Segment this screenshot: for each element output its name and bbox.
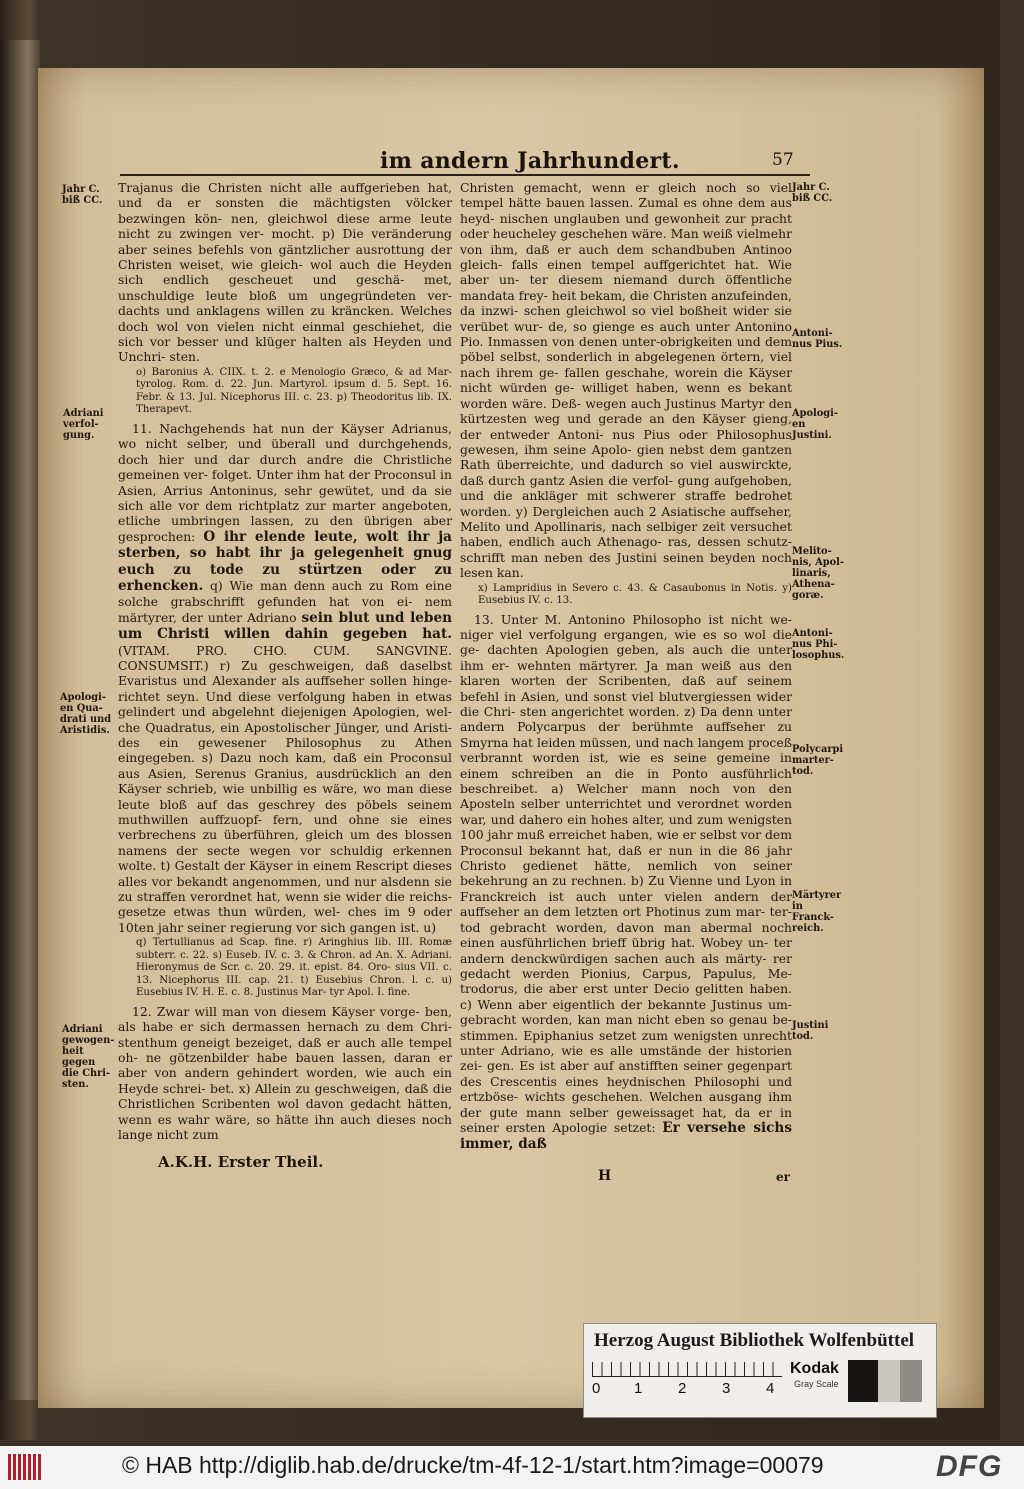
margin-note-melito: Melito- nis, Apol- linaris, Athena- goræ. [792, 546, 844, 601]
catchword: er [776, 1170, 790, 1184]
gray-scale-label: Gray Scale [794, 1379, 839, 1389]
dfg-logo: DFG [936, 1450, 1003, 1483]
margin-note-justini-tod: Justini tod. [792, 1020, 829, 1042]
margin-note-antoninus-pius: Antoni- nus Pius. [792, 328, 843, 350]
paragraph: Christen gemacht, wenn er gleich noch so viel tempel hätte bauen lassen. Zumal es ohne dem aus heyd- nischen unglauben und gewonheit zur pracht oder heucheley geschehen wäre. Man weiß vielmehr von ihm, daß er auch dem schandbuben Antinoo gleich- falls einen tempel auffgerichtet hat. Wie aber un- ter diesem niemand durch öffentliche mandata frey- heit bekam, die Christen anzufeinden, da inzwi- schen gleichwol so viel boßheit wider sie verübet wur- de, so gienge es auch unter Antonino Pio. Inmassen von denen unter-obrigkeiten und dem pöbel selbst, sonderlich in abgelegenen örtern, viel nach ihrem ge- fallen geschahe, worein die Käyser nicht würden ge- williget haben, wenn es bekant worden wäre. Deß- wegen auch Justinus Martyr den kürtzesten weg und gerade an den Käyser gieng, der entweder Antoni- nus Pius oder Philosophus gewesen, ihm seine Apolo- gien nebst dem gantzen Rath überreichte, und dadurch so viel auswirckte, daß durch gantz Asien die verfol- gung aufgehoben, und die ankläger mit schwerer straffe bedrohet worden. y) Dergleichen auch 2 Asiatische auffseher, Melito und Apollinaris, nach selbiger zeit versuchet haben, endlich auch Athenago- ras, dessen schutz-schrifft man neben des Justini seinen beyden noch lesen kan. [460, 180, 792, 581]
footnote: o) Baronius A. CIIX. t. 2. e Menologio Græco, & ad Mar- tyrolog. Rom. d. 22. Jun. Martyrol. ipsum d. 5. Sept. 16. Febr. & 13. Jul. Nicephorus III. c. 23. p) Theodoritus lib. IX. Therapevt. [136, 366, 452, 416]
footnote: x) Lampridius in Severo c. 43. & Casaubonus in Notis. y) Eusebius IV. c. 13. [478, 582, 792, 607]
hab-logo-icon [8, 1454, 42, 1480]
left-column [118, 180, 452, 1143]
text-run: (VITAM. PRO. CHO. CUM. SANGVINE. CONSUMSIT.) r) Zu geschweigen, daß daselbst Evaristus und Alexander als auffseher sollen hinge- richtet seyn. Und diese verfolgung haben in etwas gelindert und abgelehnt diejenigen Apologien, wel- che Quadratus, ein Apostolischer Jünger, und Aristi- des ein gewesener Philosophus zu Athen eingegeben. s) Dazu noch kam, daß ein Proconsul aus Asien, Serenus Granius, ausdrücklich an den Käyser schrieb, wie unbillig es wäre, wo man diese leute bloß auf das geschrey des pöbels seinem muthwillen auffzuopf- fern, und ohne sie eines verbrechens zu überführen, gleich um des blossen namens der secte wegen vor schuldig erkennen wolte. t) Gestalt der Käyser in einem Rescript dieses alles vor bekandt angenommen, und nur alsdenn sie zu straffen verordnet hat, wenn sie wider die reichs-gesetze etwas thun würden, wel- ches im 9 oder 10ten jahr seiner regierung vor sich gangen ist. u) [118, 642, 452, 935]
ruler-number: 2 [678, 1380, 687, 1397]
margin-note-adriani-verfolgung: Adriani verfol- gung. [63, 408, 104, 441]
kodak-label: Kodak [790, 1360, 839, 1377]
ruler-number: 3 [722, 1380, 731, 1397]
signature-mark-left: A.K.H. Erster Theil. [158, 1153, 324, 1171]
gray-swatch-black [848, 1360, 878, 1402]
margin-note-jahr-right: Jahr C. biß CC. [792, 182, 833, 204]
ruler-ticks [592, 1362, 782, 1377]
page-number: 57 [772, 150, 794, 170]
margin-note-polycarpi: Polycarpi marter- tod. [792, 744, 844, 777]
text-run: 13. Unter M. Antonino Philosopho ist nicht we- niger viel verfolgung ergangen, wie es so wol die ge- dachten Apologien geben, als auch die unter ihm er- wehnten märtyrer. Ja man weiß aus den klaren worten der Scribenten, daß auf seinem befehl in Asien, und sonst viel blutvergiessen wider die Chri- sten angerichtet worden. z) Da denn unter andern Polycarpus der berühmte auffseher zu Smyrna hat leiden müssen, und nach langem proceß verbrannt worden ist, wie es seine gemeine in einem schreiben an die in Ponto ausführlich beschreibet. a) Welcher mann noch von den Aposteln selber unterrichtet und verordnet worden war, und dahero ein hohes alter, und zum wenigsten 100 jahr muß erreichet haben, wie er selbst vor dem Proconsul bekannt hat, daß er nun in die 86 jahr Christo gedienet hätte, nemlich von seiner bekehrung an zu rechnen. b) Zu Vienne und Lyon in Franckreich ist auch unter vielen andern der auffseher an dem letzten ort Photinus zum mar- ter-tod gebracht worden, davon man abermal noch einen ausführlichen brieff übrig hat. Wobey un- ter andern denckwürdigen sachen auch als märty- rer gedacht werden Pionius, Carpus, Papulus, Me- trodorus, die aber erst unter Decio gelitten haben. c) Wenn aber eigentlich der bekannte Justinus um- gebracht worden, kan man nicht eben so genau be- stimmen. Epiphanius setzet zum wenigsten unrecht unter Adriano, wie es alle umstände der historien zei- gen. Es ist aber auf anstifften seiner gegenpart des Crescentis eines heydnischen Philosophi und ertzböse- wichts geschehen. Welchen ausgang ihm der gute mann selber geweissaget hat, da er in seiner ersten Apologie setzet: [460, 611, 792, 1135]
ruler-number: 0 [592, 1380, 601, 1397]
header-rule [120, 174, 810, 176]
library-label: Herzog August Bibliothek Wolfenbüttel [594, 1330, 915, 1351]
book-spine [0, 40, 40, 1400]
running-header [380, 148, 800, 174]
ruler-number: 4 [766, 1380, 775, 1397]
source-url[interactable]: © HAB http://diglib.hab.de/drucke/tm-4f-12-1/start.htm?image=00079 [122, 1452, 824, 1478]
right-column [460, 180, 792, 1154]
emphasized-quote: sein blut und leben um Christi willen dahin gegeben hat. [118, 609, 452, 643]
paragraph: 12. Zwar will man von diesem Käyser vorge- ben, als habe er sich dermassen hernach zu dem Chri- stenthum geneigt bezeiget, daß er auch alle tempel oh- ne götzenbilder habe bauen lassen, daran er aber von andern gehindert worden, wie auch ein Heyde schrei- bet. x) Allein zu geschweigen, daß die Christlichen Scribenten wol davon gedacht hätten, wenn es wahr wäre, so hätte ihn auch dieses noch lange nicht zum [118, 1003, 452, 1143]
gray-swatch-mid [900, 1360, 922, 1402]
margin-note-adriani-gewogenheit: Adriani gewogen- heit gegen die Chri- sten. [62, 1024, 115, 1090]
margin-note-maertyrer: Märtyrer in Franck- reich. [792, 890, 842, 934]
ruler-number: 1 [634, 1380, 643, 1397]
signature-mark-right: H [598, 1168, 612, 1184]
emphasized-quote: Er versehe sichs immer, daß [460, 1119, 792, 1153]
page-title: im andern Jahrhundert. [380, 148, 680, 174]
paragraph [460, 612, 792, 1153]
emphasized-quote: O ihr elende leute, wolt ihr ja sterben, so habt ihr ja gelegenheit gnug euch zu tode zu stürtzen oder zu erhencken. [118, 528, 452, 594]
margin-note-apologien: Apologi- en Qua- drati und Aristidis. [60, 692, 112, 736]
paragraph [118, 421, 452, 935]
calibration-strip [583, 1323, 937, 1418]
paragraph: Trajanus die Christen nicht alle auffgerieben hat, und da er sonsten die mächtigsten völcker bezwingen kön- nen, gleichwol diese arme leute nicht zu zwingen ver- mocht. p) Die veränderung aber seines befehls von gäntzlicher ausrottung der Christen weiset, wie gleich- wol auch die Heyden sich endlich gescheuet und geschä- met, unschuldige leute bloß um ungegründeten ver- dachts und anklagens willen zu kräncken. Welches doch wol von vielen nicht einmal geschiehet, die sich vor besser und klüger halten als Heyden und Unchri- sten. [118, 180, 452, 365]
scale-ruler [592, 1362, 782, 1412]
footnote: q) Tertullianus ad Scap. fine. r) Aringhius lib. III. Romæ subterr. c. 22. s) Euseb. IV. c. 3. & Chron. ad An. X. Adriani. Hieronymus de Scr. c. 20. 29. it. epist. 84. Oro- sius VII. c. 13. Nicephorus III. cap. 21. t) Eusebius Chron. l. c. u) Eusebius IV. H. E. c. 8. Justinus Mar- tyr Apol. I. fine. [136, 937, 452, 999]
margin-note-antoninus-philosophus: Antoni- nus Phi- losophus. [792, 628, 845, 661]
margin-note-jahr-left: Jahr C. biß CC. [62, 184, 103, 206]
text-run: q) Wie man denn auch zu Rom eine solche grabschrifft gefunden hat von ei- nem märtyrer, der unter Adriano [118, 577, 452, 625]
footer-bar [0, 1446, 1024, 1489]
margin-note-apologien-justini: Apologi- en Justini. [792, 408, 838, 441]
gray-swatch-light [878, 1360, 900, 1402]
text-run: 11. Nachgehends hat nun der Käyser Adrianus, wo nicht selber, und überall und durchgehends, doch hier und dar durch andre die Christliche gemeinen ver- folget. Unter ihm hat der Proconsul in Asien, Arrius Antoninus, sehr gewütet, und da sie sich alle vor dem richtplatz zur marter angeboten, etliche umbringen lassen, zu den übrigen aber gesprochen: [118, 420, 452, 544]
